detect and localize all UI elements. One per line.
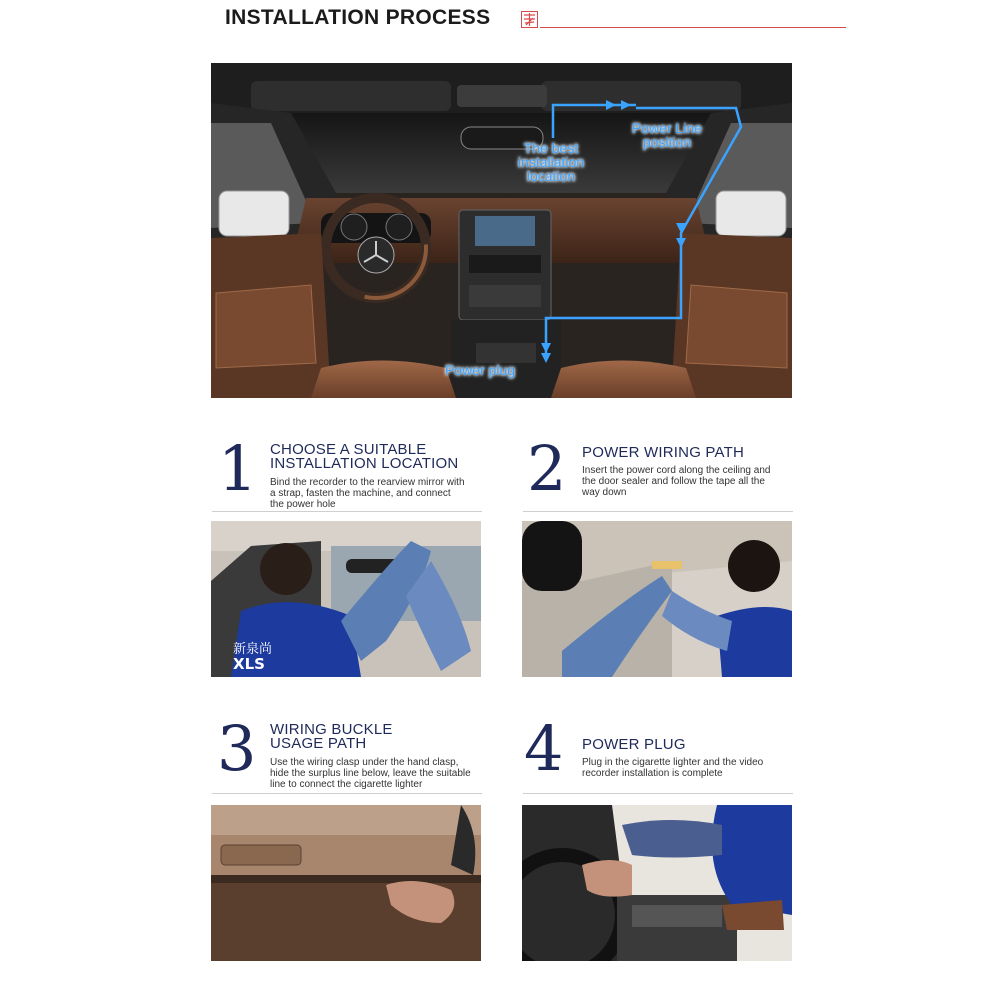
step-number: 4	[524, 712, 564, 785]
step-title: POWER PLUG	[582, 736, 686, 753]
step-description: Use the wiring clasp under the hand clasp, hide the surplus line below, leave the suitable line to connect the cigarette lighter	[270, 757, 471, 790]
step-description: Plug in the cigarette lighter and the video recorder installation is complete	[582, 757, 764, 779]
step-number: 2	[527, 432, 567, 505]
step-divider	[523, 793, 793, 794]
step-3-photo	[211, 805, 481, 961]
step-1-photo	[211, 521, 481, 677]
step-title: WIRING BUCKLE USAGE PATH	[270, 721, 393, 752]
car-interior-image	[211, 63, 792, 398]
power-plug-callout: Power plug	[444, 362, 516, 378]
step-number: 1	[218, 432, 258, 505]
best-location-callout: The best installation location	[517, 140, 585, 184]
header-divider	[540, 27, 846, 28]
step-number: 3	[217, 712, 257, 785]
step-4-photo	[522, 805, 792, 961]
step-description: Bind the recorder to the rearview mirror with a strap, fasten the machine, and connect the power hole	[270, 477, 465, 510]
uniform-logo-text: 新泉尚 XLS	[233, 642, 273, 673]
red-seal-stamp-icon	[521, 11, 538, 28]
step-divider	[523, 511, 793, 512]
step-divider	[212, 511, 482, 512]
page-title: INSTALLATION PROCESS	[225, 6, 491, 29]
step-title: CHOOSE A SUITABLE INSTALLATION LOCATION	[270, 441, 459, 472]
step-title: POWER WIRING PATH	[582, 444, 745, 461]
step-2-photo	[522, 521, 792, 677]
step-description: Insert the power cord along the ceiling and the door sealer and follow the tape all the way down	[582, 465, 771, 498]
step-divider	[212, 793, 482, 794]
power-line-callout: Power Line position	[631, 120, 703, 150]
